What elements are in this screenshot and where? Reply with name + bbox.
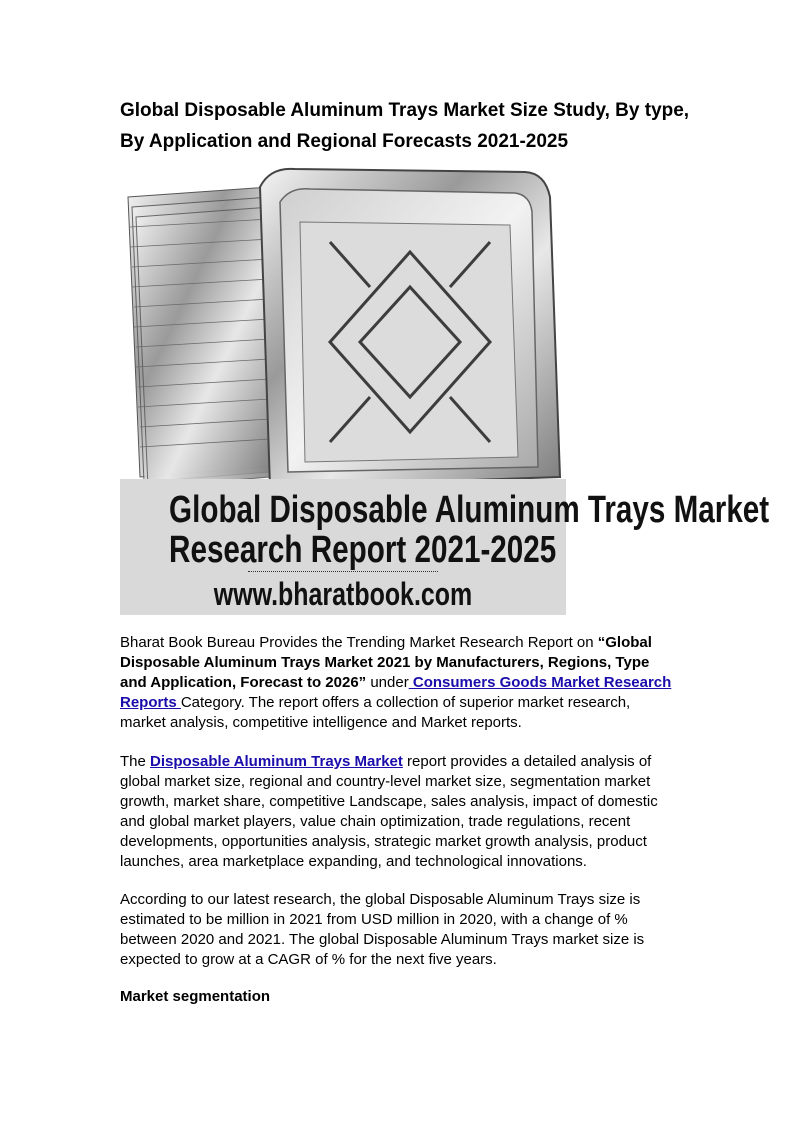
- under-text: under: [366, 674, 409, 691]
- category-link[interactable]: Consumers Goods Market Research Reports: [120, 674, 672, 711]
- intro-rest-text: Category. The report offers a collection of superior market research, market analysis, competitive intelligence and Market reports.: [120, 694, 631, 731]
- banner-title-line2: Research Report 2021-2025: [169, 529, 557, 571]
- research-paragraph: According to our latest research, the global Disposable Aluminum Trays size is estimated to be million in 2021 from USD million in 2020, with a change of % between 2020 and 2021. The global Disposable Aluminum Trays market size is expected to grow at a CAGR of % for the next five years.: [120, 891, 645, 968]
- market-segmentation-heading: Market segmentation: [120, 988, 271, 1005]
- banner-divider: [248, 571, 438, 572]
- analysis-pre-text: The: [120, 753, 151, 770]
- intro-text: Bharat Book Bureau Provides the Trending Market Research Report on: [120, 634, 598, 651]
- market-report-link[interactable]: Disposable Aluminum Trays Market: [150, 753, 403, 770]
- page-title: Global Disposable Aluminum Trays Market Size Study, By type, By Application and Regional Forecasts 2021-2025: [120, 100, 690, 152]
- banner-title-line1: Global Disposable Aluminum Trays Market: [169, 489, 770, 531]
- report-name: “Global Disposable Aluminum Trays Market 2021 by Manufacturers, Regions, Type and Application, Forecast to 2026”: [120, 634, 652, 691]
- analysis-paragraph: [120, 752, 680, 872]
- analysis-rest-text: report provides a detailed analysis of global market size, regional and country-level market size, segmentation market growth, market share, competitive Landscape, sales analysis, impact of domestic and global market players, value chain optimization, trade regulations, recent developments, opportunities analysis, strategic market growth analysis, product launches, area marketplace expanding, and technological innovations.: [120, 753, 658, 870]
- product-image: [120, 167, 770, 615]
- banner-site-url: www.bharatbook.com: [213, 576, 473, 612]
- intro-paragraph: [120, 633, 680, 733]
